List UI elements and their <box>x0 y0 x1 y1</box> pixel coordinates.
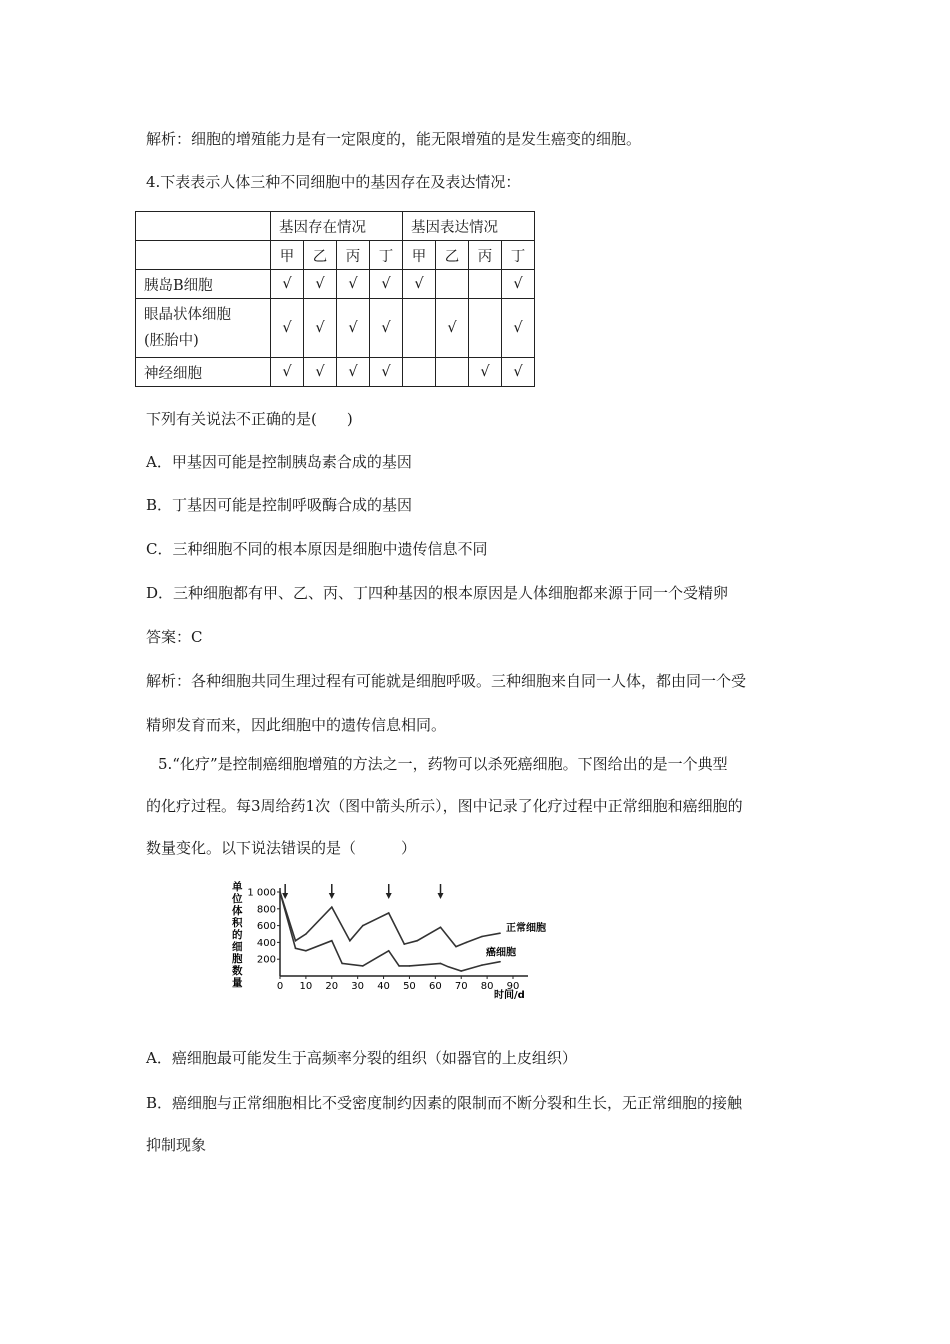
cell-exist: √ <box>271 270 304 299</box>
cell-express: √ <box>403 270 436 299</box>
data-point <box>305 950 307 952</box>
cell-exist: √ <box>370 358 403 387</box>
data-point <box>398 965 400 967</box>
q4-analysis-line1: 解析：各种细胞共同生理过程有可能就是细胞呼吸。三种细胞来自同一人体，都由同一个受 <box>146 672 747 690</box>
y-tick-label: 200 <box>256 954 276 966</box>
data-point <box>440 926 442 928</box>
table-corner-2 <box>136 241 271 270</box>
q4-prompt: 下列有关说法不正确的是( ) <box>146 410 353 428</box>
y-axis-label-char: 胞 <box>232 953 243 965</box>
y-axis-label-char: 量 <box>232 977 243 989</box>
x-axis-label: 时间/d <box>494 990 525 1001</box>
data-point <box>388 950 390 952</box>
q5-option-a: A．癌细胞最可能发生于高频率分裂的组织（如器官的上皮组织） <box>146 1049 577 1067</box>
cell-express: √ <box>469 358 502 387</box>
x-tick-label: 10 <box>299 981 313 992</box>
gene-header: 丙 <box>337 241 370 270</box>
table-row <box>136 299 535 358</box>
row-label <box>136 299 271 358</box>
cell-exist: √ <box>337 299 370 358</box>
cell-exist: √ <box>271 358 304 387</box>
x-tick-label: 0 <box>276 981 284 992</box>
table-row <box>136 270 535 299</box>
data-point <box>455 946 457 948</box>
dose-arrow-icon <box>386 893 392 899</box>
cell-exist: √ <box>304 270 337 299</box>
y-axis-label-char: 的 <box>232 929 243 941</box>
gene-header: 丁 <box>502 241 535 270</box>
cell-express <box>403 299 436 358</box>
q5-stem-line1: 5.“化疗”是控制癌细胞增殖的方法之一，药物可以杀死癌细胞。下图给出的是一个典型 <box>158 755 728 773</box>
cell-express <box>469 270 502 299</box>
x-tick-label: 80 <box>480 981 494 992</box>
row-label: 胰岛B细胞 <box>136 270 271 299</box>
cell-exist: √ <box>304 299 337 358</box>
cell-express: √ <box>502 358 535 387</box>
x-tick-label: 90 <box>506 981 520 992</box>
data-point <box>362 965 364 967</box>
gene-header: 乙 <box>436 241 469 270</box>
x-tick-label: 30 <box>351 981 365 992</box>
q4-option-c: C．三种细胞不同的根本原因是细胞中遗传信息不同 <box>146 540 488 558</box>
data-point <box>295 940 297 942</box>
q4-analysis-line2: 精卵发育而来，因此细胞中的遗传信息相同。 <box>146 716 447 734</box>
series-label: 癌细胞 <box>486 947 517 959</box>
y-tick-label: 400 <box>256 937 276 949</box>
data-point <box>349 940 351 942</box>
dose-arrow-icon <box>329 893 335 899</box>
gene-header: 乙 <box>304 241 337 270</box>
q5-stem-line3: 数量变化。以下说法错误的是（ ） <box>146 839 417 857</box>
cell-exist: √ <box>370 299 403 358</box>
data-point <box>409 965 411 967</box>
dose-arrow-icon <box>282 893 288 899</box>
x-tick-label: 20 <box>325 981 339 992</box>
analysis-q3: 解析：细胞的增殖能力是有一定限度的，能无限增殖的是发生癌变的细胞。 <box>146 130 642 148</box>
x-tick-label: 40 <box>377 981 390 992</box>
y-axis-label-char: 数 <box>232 965 243 977</box>
q4-option-b: B．丁基因可能是控制呼吸酶合成的基因 <box>146 496 413 514</box>
q5-stem-line2: 的化疗过程。每3周给药1次（图中箭头所示），图中记录了化疗过程中正常细胞和癌细胞的 <box>146 797 743 815</box>
series-label: 正常细胞 <box>506 923 547 935</box>
data-point <box>499 961 501 963</box>
data-point <box>388 912 390 914</box>
q5-option-b-line1: B．癌细胞与正常细胞相比不受密度制约因素的限制而不断分裂和生长，无正常细胞的接触 <box>146 1094 743 1112</box>
cell-express <box>436 358 469 387</box>
series-line <box>280 892 500 971</box>
cell-express <box>436 270 469 299</box>
gene-header: 甲 <box>271 241 304 270</box>
data-point <box>466 942 468 944</box>
header-gene-exist: 基因存在情况 <box>271 212 403 241</box>
data-point <box>481 936 483 938</box>
x-tick-label: 60 <box>428 981 442 992</box>
table-corner <box>136 212 271 241</box>
y-axis-label-char: 位 <box>232 893 243 905</box>
data-point <box>305 933 307 935</box>
q5-option-b-line2: 抑制现象 <box>146 1136 207 1154</box>
cell-exist: √ <box>337 270 370 299</box>
q4-option-a: A．甲基因可能是控制胰岛素合成的基因 <box>146 453 412 471</box>
y-tick-label: 600 <box>256 921 276 933</box>
cell-exist: √ <box>370 270 403 299</box>
y-axis-label-char: 积 <box>232 917 243 929</box>
gene-header: 丙 <box>469 241 502 270</box>
chemo-chart <box>228 880 547 1005</box>
data-point <box>331 906 333 908</box>
data-point <box>499 932 501 934</box>
row-label-line1: 眼晶状体细胞 <box>144 307 231 323</box>
gene-header: 甲 <box>403 241 436 270</box>
y-axis-label-char: 体 <box>232 905 243 917</box>
row-label-line2: (胚胎中) <box>144 333 199 349</box>
y-axis-label-char: 细 <box>232 941 243 953</box>
data-point <box>481 964 483 966</box>
data-point <box>362 925 364 927</box>
header-gene-express: 基因表达情况 <box>403 212 535 241</box>
cell-express: √ <box>436 299 469 358</box>
dose-arrow-icon <box>438 893 444 899</box>
y-axis-label-char: 单 <box>232 881 243 893</box>
q4-option-d: D．三种细胞都有甲、乙、丙、丁四种基因的根本原因是人体细胞都来源于同一个受精卵 <box>146 584 729 602</box>
cell-exist: √ <box>271 299 304 358</box>
y-axis-label <box>231 880 243 989</box>
gene-table <box>135 211 535 387</box>
data-point <box>416 940 418 942</box>
data-point <box>440 963 442 965</box>
series-line <box>280 892 500 947</box>
y-tick-label: 1 000 <box>247 887 276 899</box>
cell-express <box>469 299 502 358</box>
data-point <box>331 940 333 942</box>
cell-exist: √ <box>337 358 370 387</box>
cell-express: √ <box>502 299 535 358</box>
q4-stem: 4.下表表示人体三种不同细胞中的基因存在及表达情况： <box>146 173 521 191</box>
data-point <box>279 891 281 893</box>
cell-exist: √ <box>304 358 337 387</box>
x-tick-label: 70 <box>454 981 468 992</box>
table-row <box>136 358 535 387</box>
data-point <box>447 966 449 968</box>
data-point <box>295 947 297 949</box>
gene-header: 丁 <box>370 241 403 270</box>
data-point <box>403 943 405 945</box>
y-tick-label: 800 <box>256 904 276 916</box>
data-point <box>341 963 343 965</box>
data-point <box>460 970 462 972</box>
cell-express <box>403 358 436 387</box>
x-tick-label: 50 <box>403 981 416 992</box>
cell-express: √ <box>502 270 535 299</box>
q4-answer: 答案：C <box>146 628 203 646</box>
row-label: 神经细胞 <box>136 358 271 387</box>
